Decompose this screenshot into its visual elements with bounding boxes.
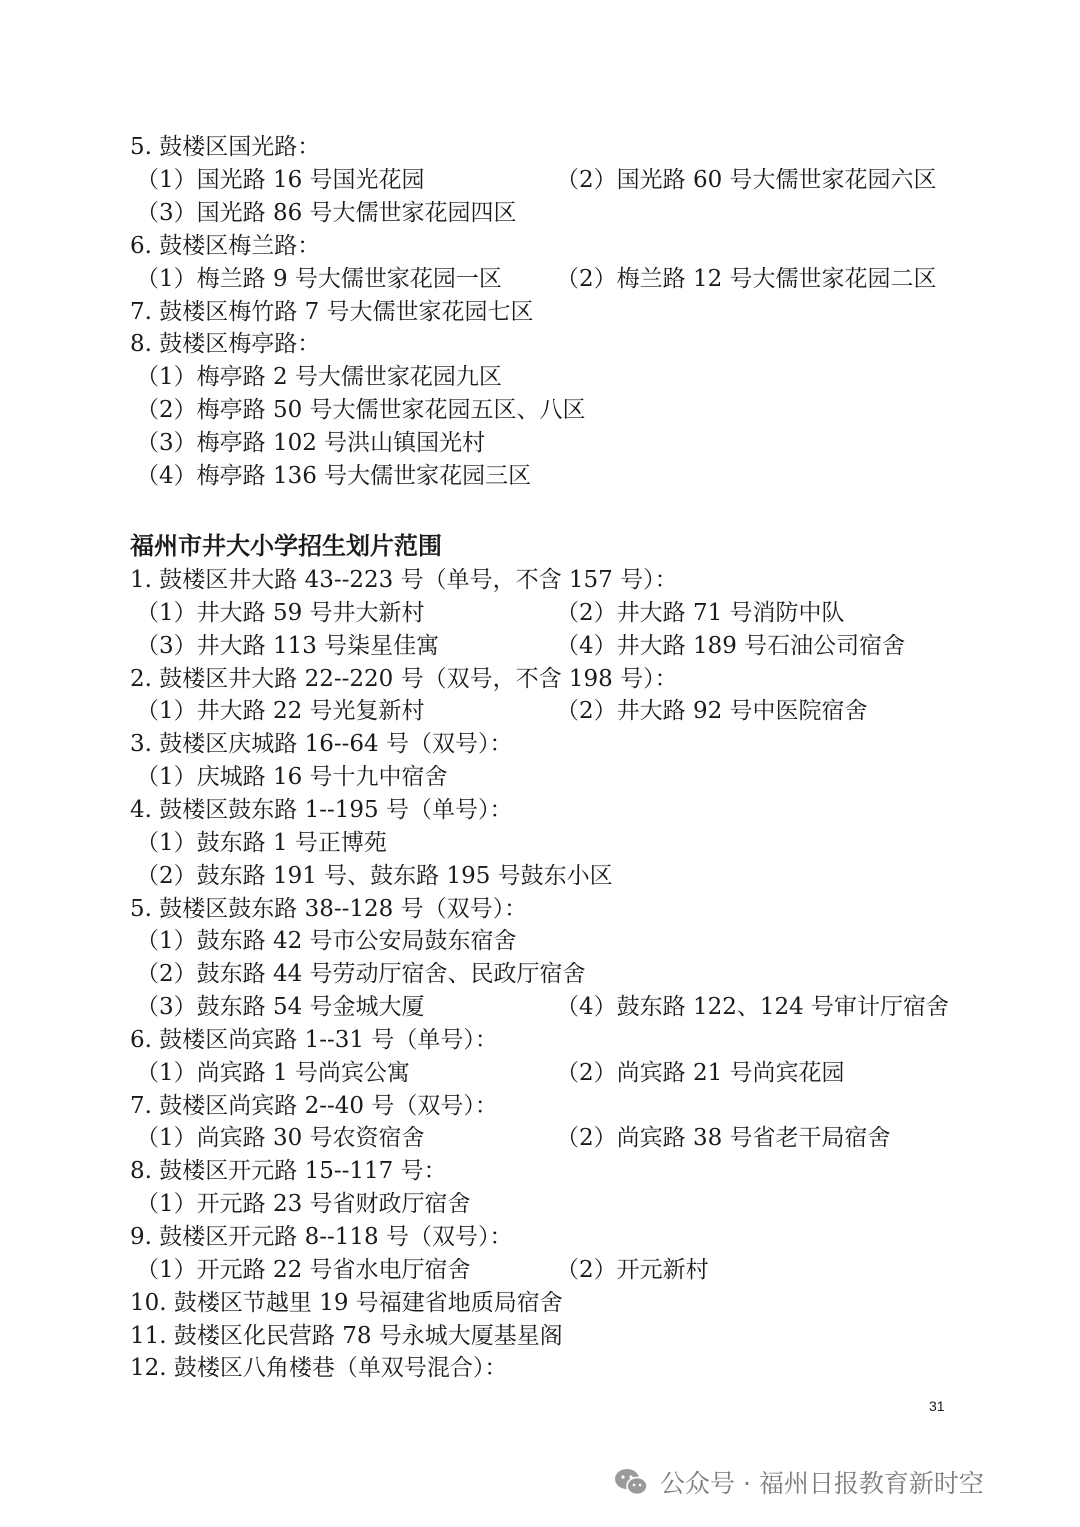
document-line — [0, 893, 1080, 926]
line-text: 7. 鼓楼区尚宾路 2--40 号（双号）： — [130, 1092, 498, 1119]
document-line — [0, 1155, 1080, 1188]
document-line — [0, 1320, 1080, 1353]
document-line — [0, 958, 1080, 991]
line-text: （3）国光路 86 号大儒世家花园四区 — [136, 199, 517, 226]
line-text: （2）鼓东路 191 号、鼓东路 195 号鼓东小区 — [136, 862, 613, 889]
line-text: 12. 鼓楼区八角楼巷（单双号混合）： — [130, 1355, 508, 1382]
line-text: 3. 鼓楼区庆城路 16--64 号（双号）： — [130, 731, 513, 758]
line-text: （2）鼓东路 44 号劳动厅宿舍、民政厅宿舍 — [136, 961, 586, 988]
line-text: （1）尚宾路 30 号农资宿舍 — [136, 1125, 425, 1152]
document-line — [0, 564, 1080, 597]
document-line — [0, 794, 1080, 827]
line-text: （1）尚宾路 1 号尚宾公寓 — [136, 1059, 410, 1086]
document-line — [0, 460, 1080, 493]
line-text-right: （4）鼓东路 122、124 号审计厅宿舍 — [556, 994, 950, 1021]
document-line — [0, 296, 1080, 329]
line-text: 1. 鼓楼区井大路 43--223 号（单号，不含 157 号）： — [130, 567, 678, 593]
wechat-icon — [614, 1467, 648, 1497]
document-line — [0, 1352, 1080, 1385]
document-line — [0, 991, 1080, 1024]
line-text: 9. 鼓楼区开元路 8--118 号（双号）： — [130, 1224, 513, 1250]
document-line — [0, 427, 1080, 460]
document-line — [0, 860, 1080, 893]
document-line — [0, 394, 1080, 427]
document-line — [0, 695, 1080, 728]
footer-text: 公众号 · 福州日报教育新时空 — [660, 1469, 984, 1498]
line-text-right: （4）井大路 189 号石油公司宿舍 — [556, 632, 906, 659]
document-line — [0, 164, 1080, 197]
line-text: 11. 鼓楼区化民营路 78 号永城大厦基星阁 — [130, 1322, 563, 1349]
line-text: 6. 鼓楼区尚宾路 1--31 号（单号）： — [130, 1026, 498, 1053]
line-text: 8. 鼓楼区梅亭路： — [130, 331, 321, 358]
line-text: 4. 鼓楼区鼓东路 1--195 号（单号）： — [130, 796, 513, 823]
line-text-right: （2）梅兰路 12 号大儒世家花园二区 — [556, 265, 937, 292]
document-line — [0, 1122, 1080, 1155]
line-text: 2. 鼓楼区井大路 22--220 号（双号，不含 198 号）： — [130, 665, 678, 692]
document-line — [0, 1024, 1080, 1057]
line-text: （1）鼓东路 42 号市公安局鼓东宿舍 — [136, 928, 517, 955]
line-text-right: （2）尚宾路 38 号省老干局宿舍 — [556, 1125, 891, 1152]
line-text: （1）鼓东路 1 号正博苑 — [136, 829, 387, 856]
page-number: 31 — [929, 1398, 945, 1414]
document-line — [0, 761, 1080, 794]
line-text-right: （2）井大路 92 号中医院宿舍 — [556, 698, 868, 725]
document-line — [0, 1090, 1080, 1123]
document-line — [0, 131, 1080, 164]
document-line — [0, 630, 1080, 663]
document-line — [0, 728, 1080, 761]
document-line — [0, 1221, 1080, 1254]
line-text-right: （2）井大路 71 号消防中队 — [556, 599, 845, 626]
line-text: 7. 鼓楼区梅竹路 7 号大儒世家花园七区 — [130, 298, 534, 325]
document-line — [0, 925, 1080, 958]
line-text: 8. 鼓楼区开元路 15--117 号： — [130, 1158, 447, 1185]
line-text: （3）鼓东路 54 号金城大厦 — [136, 994, 425, 1021]
document-line — [0, 663, 1080, 696]
footer-watermark — [614, 1462, 984, 1502]
section-title: 福州市井大小学招生划片范围 — [130, 532, 442, 560]
line-text: 6. 鼓楼区梅兰路： — [130, 232, 321, 259]
line-text: （3）井大路 113 号柒星佳寓 — [136, 632, 440, 659]
line-text: （1）井大路 59 号井大新村 — [136, 599, 425, 626]
line-text: 5. 鼓楼区鼓东路 38--128 号（双号）： — [130, 895, 528, 922]
document-line — [0, 328, 1080, 361]
line-text-right: （2）开元新村 — [556, 1256, 709, 1283]
line-text-right: （2）尚宾路 21 号尚宾花园 — [556, 1059, 845, 1086]
document-line — [0, 1287, 1080, 1320]
document-line — [0, 827, 1080, 860]
document-line — [0, 1057, 1080, 1090]
document-line — [0, 1188, 1080, 1221]
line-text: （1）开元路 22 号省水电厅宿舍 — [136, 1256, 471, 1283]
line-text: （1）梅兰路 9 号大儒世家花园一区 — [136, 265, 502, 292]
line-text: （1）庆城路 16 号十九中宿舍 — [136, 764, 448, 791]
line-text: （1）井大路 22 号光复新村 — [136, 698, 425, 725]
line-text: （1）梅亭路 2 号大儒世家花园九区 — [136, 364, 502, 391]
document-line — [0, 597, 1080, 630]
line-text: （1）国光路 16 号国光花园 — [136, 166, 425, 193]
document-line — [0, 263, 1080, 296]
document-line — [0, 230, 1080, 263]
document-line — [0, 1254, 1080, 1287]
document-line — [0, 197, 1080, 230]
line-text: （2）梅亭路 50 号大儒世家花园五区、八区 — [136, 397, 586, 424]
document-line — [0, 361, 1080, 394]
line-text: 10. 鼓楼区节越里 19 号福建省地质局宿舍 — [130, 1289, 563, 1316]
line-text: （4）梅亭路 136 号大儒世家花园三区 — [136, 463, 532, 489]
line-text-right: （2）国光路 60 号大儒世家花园六区 — [556, 166, 937, 193]
line-text: （3）梅亭路 102 号洪山镇国光村 — [136, 430, 486, 457]
line-text: （1）开元路 23 号省财政厅宿舍 — [136, 1191, 471, 1218]
line-text: 5. 鼓楼区国光路： — [130, 134, 321, 160]
